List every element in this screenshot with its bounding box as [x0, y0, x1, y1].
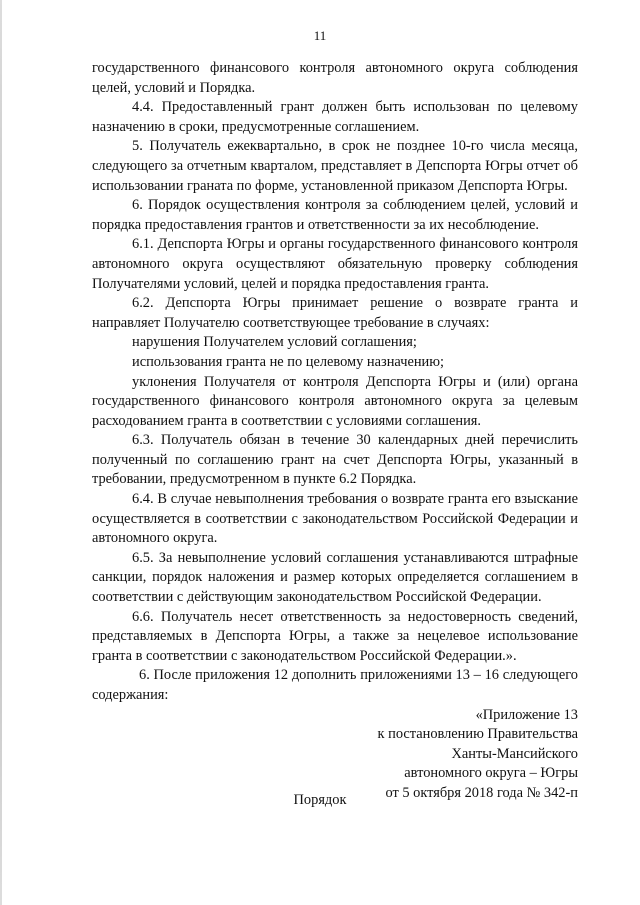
appendix-line: Ханты-Мансийского — [451, 745, 578, 762]
section-heading: 6. Порядок осуществления контроля за соблюдением целей, условий и порядка предоставления грантов и ответственности за их несоблюдение. — [92, 197, 578, 233]
appendix-line: автономного округа – Югры — [404, 765, 578, 782]
paragraph: 4.4. Предоставленный грант должен быть использован по целевому назначению в сроки, предусмотренные соглашением. — [92, 99, 578, 135]
paragraph: 6.6. Получатель несет ответственность за недостоверность сведений, представляемых в Депспорта Югры, а также за нецелевое использование гранта в соответствии с законодательством Российской Федерации.». — [92, 608, 578, 664]
document-body — [92, 59, 578, 804]
paragraph: 6.3. Получатель обязан в течение 30 календарных дней перечислить полученный по соглашению грант на счет Депспорта Югры, указанный в требовании, предусмотренном в пункте 6.2 Порядка. — [92, 432, 578, 488]
list-item: уклонения Получателя от контроля Депспорта Югры и (или) органа государственного финансового контроля автономного округа за целевым расходованием гранта в соответствии с условиями соглашения. — [92, 373, 578, 429]
paragraph: 6.5. За невыполнение условий соглашения устанавливаются штрафные санкции, порядок наложения и размер которых определяется соглашением в соответствии с действующим законодательством Российской Федерации. — [92, 549, 578, 606]
paragraph: 5. Получатель ежеквартально, в срок не позднее 10-го числа месяца, следующего за отчетным кварталом, представляет в Депспорта Югры отчет об использовании граната по форме, установленной приказом Депспорта Югры. — [92, 138, 578, 194]
appendix-line: «Приложение 13 — [475, 706, 578, 723]
paragraph: 6.4. В случае невыполнения требования о возврате гранта его взыскание осуществляется в соответствии с законодательством Российской Федерации и автономного округа. — [92, 491, 578, 547]
list-item: нарушения Получателем условий соглашения; — [132, 334, 417, 351]
paragraph: 6.1. Депспорта Югры и органы государственного финансового контроля автономного округа осуществляют обязательную проверку соблюдения Получателями условий, целей и порядка предоставления гранта. — [92, 236, 578, 292]
appendix-line: к постановлению Правительства — [377, 726, 578, 743]
scan-edge — [0, 0, 2, 905]
appendix-header — [92, 706, 578, 804]
paragraph: 6. После приложения 12 дополнить приложениями 13 – 16 следующего содержания: — [92, 667, 578, 703]
paragraph: государственного финансового контроля автономного округа соблюдения целей, условий и Порядка. — [92, 60, 578, 96]
paragraph: 6.2. Депспорта Югры принимает решение о возврате гранта и направляет Получателю соответствующее требование в случаях: — [92, 295, 578, 331]
appendix-line: от 5 октября 2018 года № 342-п — [385, 784, 578, 801]
list-item: использования гранта не по целевому назначению; — [132, 353, 444, 370]
document-title: Порядок — [293, 792, 347, 808]
page-number: 11 — [313, 28, 327, 43]
